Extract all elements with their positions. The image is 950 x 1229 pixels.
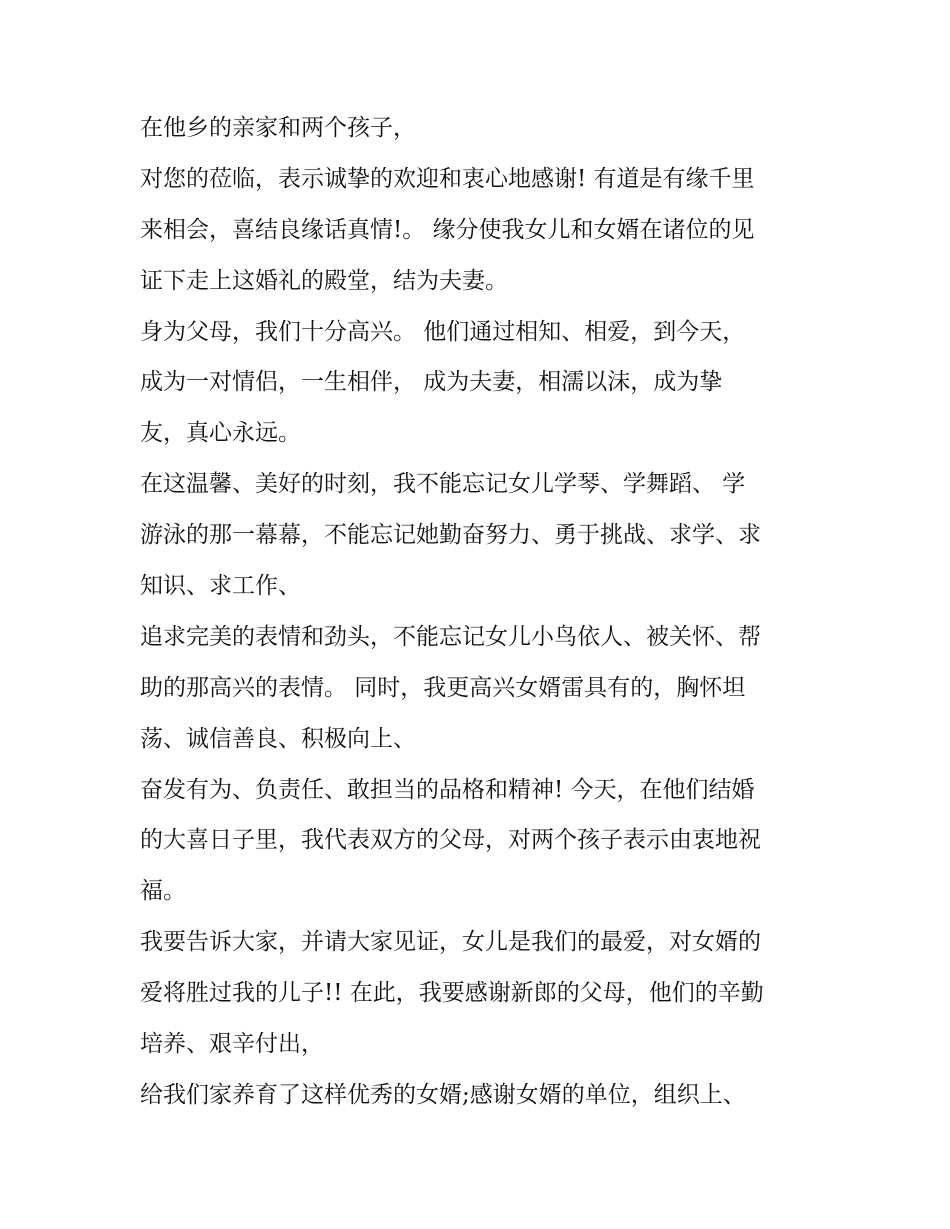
text-line: 友，真心永远。 xyxy=(140,420,301,447)
text-line: 奋发有为、负责任、敢担当的品格和精神! 今天，在他们结婚 xyxy=(140,776,755,803)
text-line: 我要告诉大家，并请大家见证，女儿是我们的最爱，对女婿的 xyxy=(140,929,761,956)
text-line: 在他乡的亲家和两个孩子， xyxy=(140,115,416,141)
text-line: 游泳的那一幕幕，不能忘记她勤奋努力、勇于挑战、求学、求 xyxy=(140,522,761,549)
text-line: 爱将胜过我的儿子!! 在此，我要感谢新郎的父母，他们的辛勤 xyxy=(140,980,764,1007)
text-line: 培养、艰辛付出， xyxy=(140,1031,324,1058)
text-line: 福。 xyxy=(140,878,186,905)
text-line: 的大喜日子里，我代表双方的父母，对两个孩子表示由衷地祝 xyxy=(140,827,761,854)
document-body xyxy=(140,103,830,1121)
text-line: 助的那高兴的表情。 同时，我更高兴女婿雷具有的，胸怀坦 xyxy=(140,674,746,701)
text-line: 在这温馨、美好的时刻，我不能忘记女儿学琴、学舞蹈、 学 xyxy=(140,471,746,498)
text-line: 荡、诚信善良、积极向上、 xyxy=(140,725,416,752)
text-line: 追求完美的表情和劲头，不能忘记女儿小鸟依人、被关怀、帮 xyxy=(140,623,761,650)
text-line: 身为父母，我们十分高兴。 他们通过相知、相爱，到今天， xyxy=(140,318,746,345)
text-line: 给我们家养育了这样优秀的女婿;感谢女婿的单位，组织上、 xyxy=(140,1081,746,1108)
text-line: 知识、求工作、 xyxy=(140,573,301,600)
text-line: 对您的莅临，表示诚挚的欢迎和衷心地感谢! 有道是有缘千里 xyxy=(140,165,755,192)
text-line: 成为一对情侣，一生相伴， 成为夫妻，相濡以沫，成为挚 xyxy=(140,369,723,396)
text-line: 来相会，喜结良缘话真情!。 缘分使我女儿和女婿在诸位的见 xyxy=(140,216,755,243)
text-line: 证下走上这婚礼的殿堂，结为夫妻。 xyxy=(140,267,508,294)
